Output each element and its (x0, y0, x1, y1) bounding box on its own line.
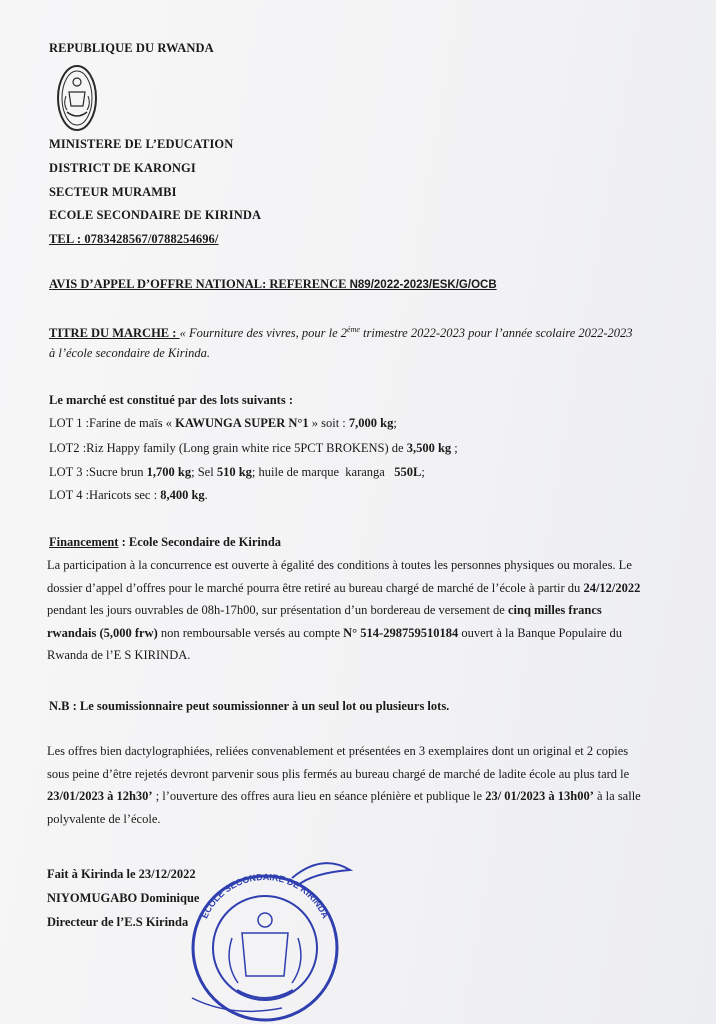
participation-line-2-text: dossier d’appel d’offres pour le marché pourra être retiré au bureau chargé de marché de l’école à partir du (47, 580, 584, 595)
lot-1-end: ; (393, 416, 397, 430)
lot-4-desc: Haricots sec : (89, 488, 161, 502)
lot-2-desc: :Riz Happy family (Long grain white rice 5PCT BROKENS) de (82, 441, 407, 455)
participation-line-4 (47, 622, 683, 645)
market-title (49, 322, 633, 341)
participation-line-4-end: ouvert à la Banque Populaire du (458, 625, 623, 640)
lot-1-desc: Farine de maïs « (89, 416, 176, 430)
lot-3-desc-1: Sucre brun (89, 465, 147, 479)
lot-4-label: LOT 4 : (49, 488, 90, 502)
lot-4-qty: 8,400 kg (160, 488, 205, 502)
notice-title-prefix: AVIS D’APPEL D’OFFRE NATIONAL: REFERENCE (49, 277, 350, 291)
financing-value: : Ecole Secondaire de Kirinda (118, 535, 282, 549)
offers-paragraph (47, 740, 683, 830)
participation-line-3-text: pendant les jours ouvrables de 08h-17h00, sur présentation d’un bordereau de versement de (47, 603, 508, 617)
country-heading: REPUBLIQUE DU RWANDA (49, 41, 214, 55)
lot-2-label: LOT2 (49, 441, 83, 455)
lot-3-qty-2: 510 kg (216, 465, 252, 479)
lot-3-end: ; (421, 465, 425, 479)
telephone-line: TEL : 0783428567/0788254696/ (49, 232, 219, 246)
withdrawal-date: 24/12/2022 (583, 580, 641, 595)
lot-4-end: . (204, 488, 208, 502)
signature-place-date: Fait à Kirinda le 23/12/2022 (47, 867, 196, 881)
lot-2-end: ; (451, 441, 458, 455)
market-title-superscript: ème (347, 325, 360, 334)
bank-account: N° 514-298759510184 (343, 625, 459, 640)
offers-line-3-text: ; l’ouverture des offres aura lieu en séance plénière et publique le (152, 789, 486, 803)
fee-amount: rwandais (5,000 frw) (47, 625, 158, 640)
participation-line-1: La participation à la concurrence est ouverte à égalité des conditions à toutes les personnes physiques ou morales. Le (47, 558, 632, 572)
lot-1-label: LOT 1 : (49, 416, 90, 430)
lot-2 (49, 440, 458, 456)
signatory-title: Directeur de l’E.S Kirinda (47, 915, 189, 929)
district-heading: DISTRICT DE KARONGI (49, 161, 196, 175)
school-heading: ECOLE SECONDAIRE DE KIRINDA (49, 208, 262, 222)
market-title-line-2: à l’école secondaire de Kirinda. (49, 346, 210, 360)
school-stamp-icon (172, 848, 358, 1024)
stamp-text: ECOLE SECONDAIRE DE KIRINDA (199, 871, 331, 920)
lot-3-qty-3: 550L (394, 465, 422, 479)
lot-2-qty: 3,500 kg (406, 441, 452, 455)
lot-3-desc-3: ; huile de marque karanga (251, 465, 395, 479)
opening-date: 23/ 01/2023 à 13h00’ (485, 789, 594, 803)
market-title-label: TITRE DU MARCHE : (49, 326, 180, 341)
lot-1-product: KAWUNGA SUPER N°1 (175, 416, 309, 430)
participation-line-4-text: non remboursable versés au compte (157, 625, 344, 640)
nb-note: N.B : Le soumissionnaire peut soumissionner à un seul lot ou plusieurs lots. (49, 699, 450, 713)
notice-reference: N89/2022-2023/ESK/G/OCB (349, 279, 497, 291)
market-title-text-1: « Fourniture des vivres, pour le 2 (179, 326, 348, 341)
participation-line-2 (47, 577, 683, 600)
participation-line-3 (47, 599, 683, 622)
offers-line-4: polyvalente de l’école. (47, 811, 161, 826)
lot-3-desc-2: ; Sel (191, 465, 217, 479)
notice-title (49, 276, 497, 293)
lot-1 (49, 415, 397, 431)
fee-amount-words: cinq milles francs (507, 603, 602, 617)
ministry-heading: MINISTERE DE L’EDUCATION (49, 137, 234, 151)
financing-line (49, 534, 281, 550)
offers-line-3-end: à la salle (593, 789, 641, 803)
lot-1-qty: 7,000 kg (348, 416, 394, 430)
lot-3-qty-1: 1,700 kg (146, 465, 192, 479)
offers-line-2: sous peine d’être rejetés devront parvenir sous plis fermés au bureau chargé de marché de ladite école au plus tard le (47, 766, 630, 781)
participation-paragraph (47, 554, 683, 667)
sector-heading: SECTEUR MURAMBI (49, 185, 177, 199)
lot-4 (49, 487, 208, 503)
signatory-name: NIYOMUGABO Dominique (47, 891, 200, 905)
rwanda-coat-of-arms-icon (55, 62, 99, 134)
market-title-text-2: trimestre 2022-2023 pour l’année scolaire 2022-2023 (359, 326, 633, 341)
lot-3 (49, 464, 425, 480)
offers-line-3 (47, 785, 683, 808)
financing-label: Financement (49, 535, 119, 549)
participation-line-5: Rwanda de l’E S KIRINDA. (47, 648, 191, 662)
lot-1-after: » soit : (308, 416, 349, 430)
submission-deadline: 23/01/2023 à 12h30’ (47, 789, 153, 803)
offers-line-1: Les offres bien dactylographiées, reliées convenablement et présentées en 3 exemplaires dont un original et 2 copies (47, 744, 629, 758)
lots-intro: Le marché est constitué par des lots suivants : (49, 393, 293, 407)
lot-3-label: LOT 3 : (49, 465, 90, 479)
